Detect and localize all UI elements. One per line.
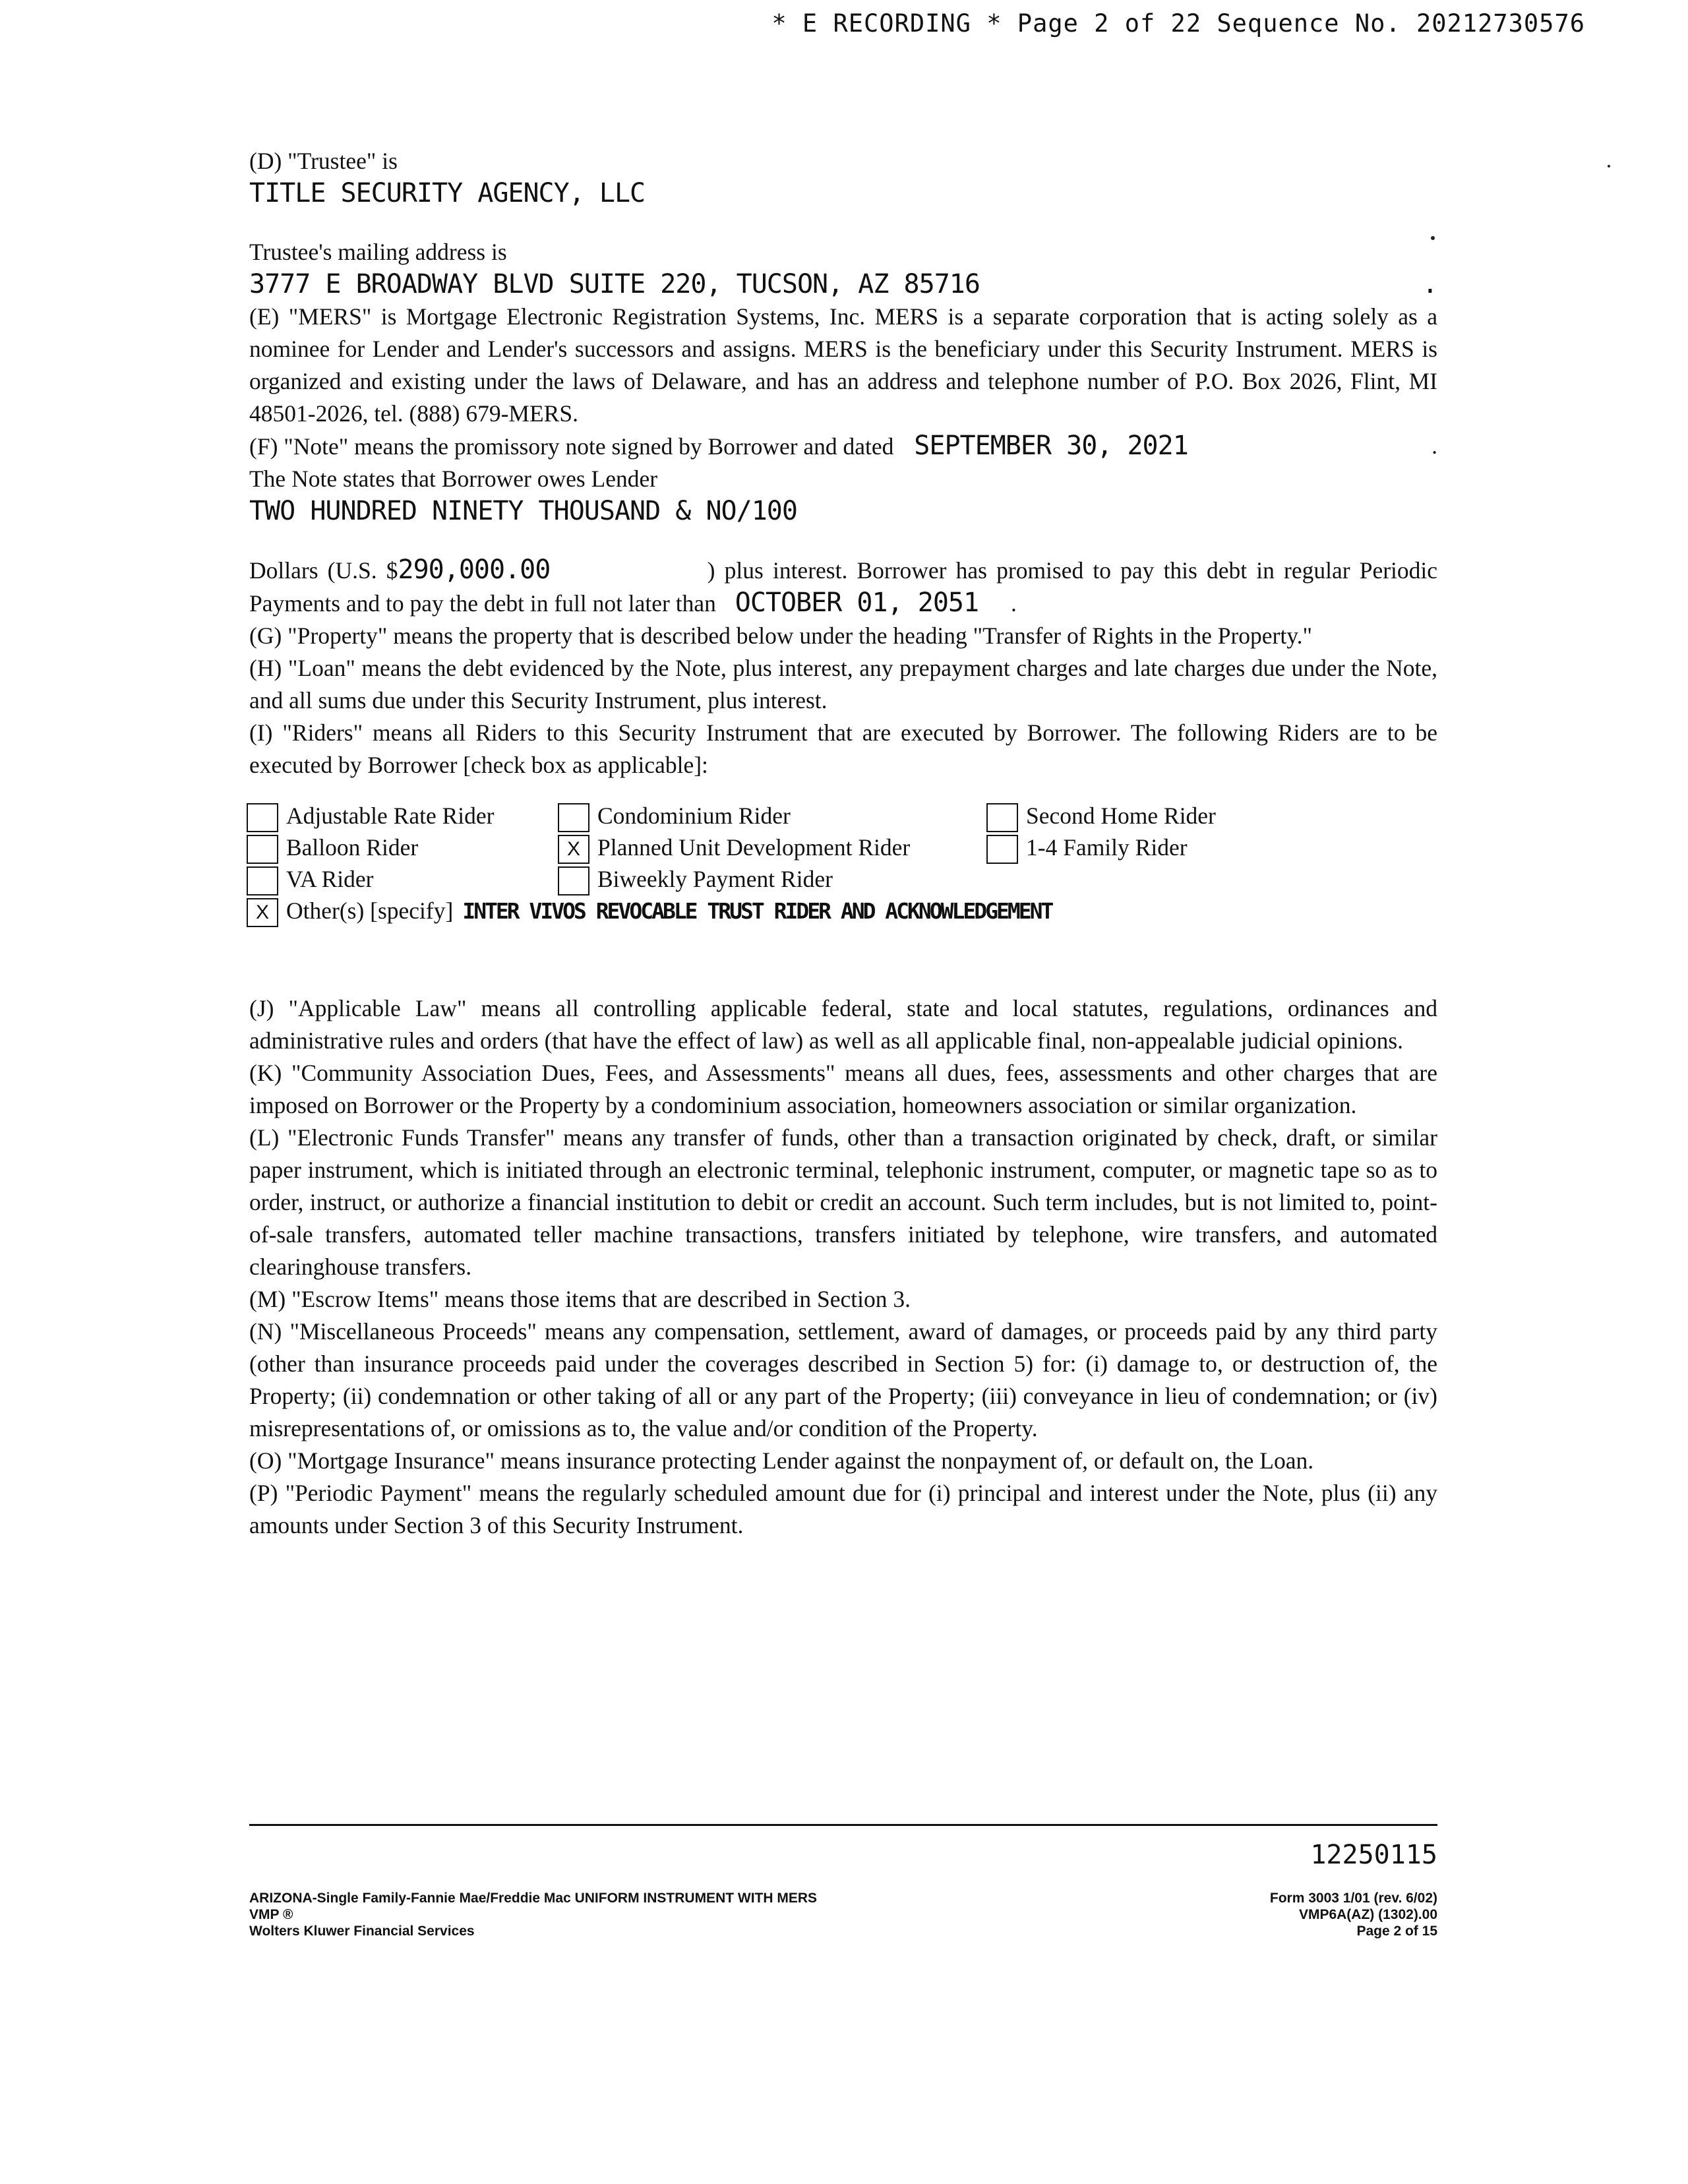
rider-label: Other(s) [specify] xyxy=(286,897,454,924)
section-f-text: (F) "Note" means the promissory note signed by Borrower and dated xyxy=(249,433,894,460)
scan-speck xyxy=(1608,165,1610,167)
checkbox[interactable] xyxy=(558,803,589,832)
other-rider-value: INTER VIVOS REVOCABLE TRUST RIDER AND ACKNOWLEDGEMENT xyxy=(462,898,1052,924)
section-f-line xyxy=(249,430,1437,463)
trustee-address-line xyxy=(249,268,1437,301)
checkbox[interactable] xyxy=(986,835,1018,864)
footer-publisher: Wolters Kluwer Financial Services xyxy=(249,1924,475,1939)
note-owes-text: The Note states that Borrower owes Lender xyxy=(249,466,658,492)
rider-condominium[interactable] xyxy=(558,800,791,832)
rider-label: 1-4 Family Rider xyxy=(1026,834,1188,861)
rider-pud[interactable] xyxy=(558,832,910,864)
dollars-prefix: Dollars (U.S. $ xyxy=(249,557,398,584)
section-l: (L) "Electronic Funds Transfer" means any transfer of funds, other than a transaction originated by check, draft, or similar paper instrument, which is initiated through an electronic terminal, telephonic instrument, computer, or magnetic tape so as to order, instruct, or authorize a financial institution to debit or credit an account. Such term includes, but is not limited to, point-of-sale transfers, automated teller machine transactions, transfers initiated by telephone, wire transfers, and automated clearinghouse transfers. xyxy=(249,1124,1437,1280)
rider-label: Biweekly Payment Rider xyxy=(597,866,833,892)
rider-adjustable-rate[interactable] xyxy=(247,800,494,832)
footer-divider xyxy=(249,1824,1437,1826)
rider-label: VA Rider xyxy=(286,866,374,892)
footer-form-code: VMP6A(AZ) (1302).00 xyxy=(1298,1907,1437,1922)
fill-dot: . xyxy=(1422,269,1437,299)
footer-form-number xyxy=(1270,1890,1437,1939)
rider-balloon[interactable] xyxy=(247,832,418,864)
maturity-date: OCTOBER 01, 2051 xyxy=(735,588,979,618)
section-m: (M) "Escrow Items" means those items that are described in Section 3. xyxy=(249,1286,911,1312)
section-d-label: (D) "Trustee" is xyxy=(249,148,398,174)
section-j: (J) "Applicable Law" means all controlling applicable federal, state and local statutes, regulations, ordinances and administrative rules and orders (that have the effect of law) as well as all applicable final, non-appealable judicial opinions. xyxy=(249,995,1437,1054)
trustee-address-label: Trustee's mailing address is xyxy=(249,239,507,265)
fill-dot: . xyxy=(1010,590,1017,617)
rider-label: Planned Unit Development Rider xyxy=(597,834,911,861)
note-amount-words: TWO HUNDRED NINETY THOUSAND & NO/100 xyxy=(249,496,797,526)
rider-va[interactable] xyxy=(247,863,373,895)
section-h: (H) "Loan" means the debt evidenced by the Note, plus interest, any prepayment charges and late charges due under the Note, and all sums due under this Security Instrument, plus interest. xyxy=(249,655,1437,713)
note-date: SEPTEMBER 30, 2021 xyxy=(914,431,1188,461)
checkbox[interactable] xyxy=(558,866,589,895)
note-amount-paragraph xyxy=(249,554,1437,620)
checkbox[interactable] xyxy=(247,803,278,832)
rider-second-home[interactable] xyxy=(986,800,1216,832)
footer-form-rev: Form 3003 1/01 (rev. 6/02) xyxy=(1269,1891,1437,1906)
note-amount: 290,000.00 xyxy=(398,555,551,585)
checkbox[interactable] xyxy=(986,803,1018,832)
checkbox[interactable]: X xyxy=(247,898,278,927)
document-body xyxy=(249,145,1437,1542)
checkbox[interactable]: X xyxy=(558,835,589,864)
checkbox[interactable] xyxy=(247,835,278,864)
fill-dot: . xyxy=(1432,433,1437,459)
recording-header: * E RECORDING * Page 2 of 22 Sequence No. 20212730576 xyxy=(771,9,1585,38)
footer-form-title: ARIZONA-Single Family-Fannie Mae/Freddie Mac UNIFORM INSTRUMENT WITH MERS xyxy=(249,1891,818,1906)
section-e: (E) "MERS" is Mortgage Electronic Registration Systems, Inc. MERS is a separate corporation that is acting solely as a nominee for Lender and Lender's successors and assigns. MERS is the beneficiary under this Security Instrument. MERS is organized and existing under the laws of Delaware, and has an address and telephone number of P.O. Box 2026, Flint, MI 48501-2026, tel. (888) 679-MERS. xyxy=(249,303,1437,427)
footer-vmp: VMP ® xyxy=(249,1907,293,1922)
footer-form-info xyxy=(249,1890,817,1939)
checkbox[interactable] xyxy=(247,866,278,895)
trustee-name: TITLE SECURITY AGENCY, LLC xyxy=(249,178,646,208)
section-o: (O) "Mortgage Insurance" means insurance protecting Lender against the nonpayment of, or default on, the Loan. xyxy=(249,1447,1314,1474)
rider-1-4-family[interactable] xyxy=(986,832,1188,864)
footer-page-number: Page 2 of 15 xyxy=(1356,1924,1437,1939)
rider-biweekly[interactable] xyxy=(558,863,833,895)
rider-label: Condominium Rider xyxy=(597,803,791,829)
section-g: (G) "Property" means the property that is described below under the heading "Transfer of Rights in the Property." xyxy=(249,622,1313,649)
after-amount-text: ) plus interest. Borrower has promised to pay this debt in regular Periodic Payments and to pay the debt in full not later than xyxy=(249,557,1438,617)
rider-other[interactable] xyxy=(247,895,1052,927)
rider-label: Second Home Rider xyxy=(1026,803,1216,829)
section-p: (P) "Periodic Payment" means the regularly scheduled amount due for (i) principal and interest under the Note, plus (ii) any amounts under Section 3 of this Security Instrument. xyxy=(249,1480,1437,1538)
rider-label: Adjustable Rate Rider xyxy=(286,803,495,829)
riders-checklist xyxy=(249,800,1437,932)
section-k: (K) "Community Association Dues, Fees, and Assessments" means all dues, fees, assessments and other charges that are imposed on Borrower or the Property by a condominium association, homeowners association or similar organization. xyxy=(249,1060,1437,1118)
loan-number: 12250115 xyxy=(1310,1840,1437,1870)
section-n: (N) "Miscellaneous Proceeds" means any compensation, settlement, award of damages, or proceeds paid by any third party (other than insurance proceeds paid under the coverages described in Section 5) for: (i) damage to, or destruction of, the Property; (ii) condemnation or other taking of all or any part of the Property; (iii) conveyance in lieu of condemnation; or (iv) misrepresentations of, or omissions as to, the value and/or condition of the Property. xyxy=(249,1318,1437,1441)
section-i: (I) "Riders" means all Riders to this Security Instrument that are executed by Borrower. The following Riders are to be executed by Borrower [check box as applicable]: xyxy=(249,719,1437,778)
trustee-address: 3777 E BROADWAY BLVD SUITE 220, TUCSON, AZ 85716 xyxy=(249,269,980,299)
rider-label: Balloon Rider xyxy=(286,834,419,861)
